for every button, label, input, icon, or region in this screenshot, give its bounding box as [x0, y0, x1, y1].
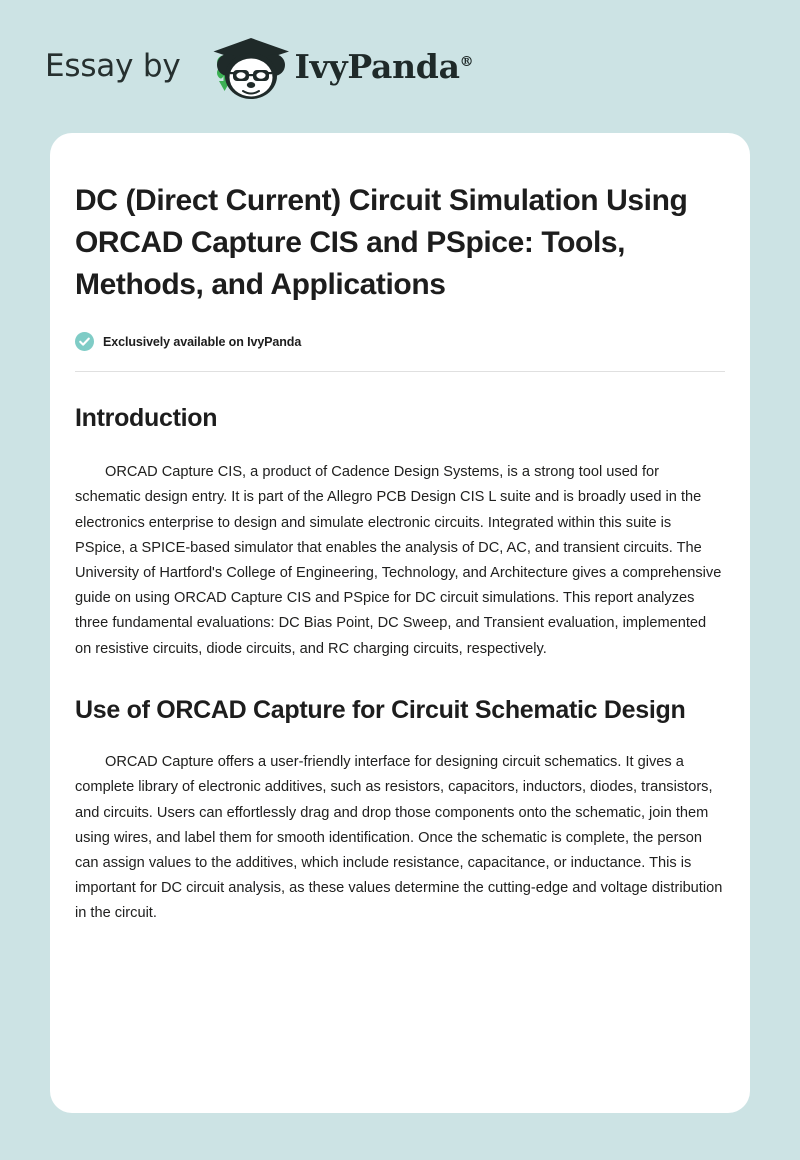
exclusive-availability-badge	[75, 332, 725, 351]
section-orcad-capture-schematic-design	[75, 692, 725, 927]
section-heading: Use of ORCAD Capture for Circuit Schematic Design	[75, 695, 686, 724]
registered-trademark-icon: ®	[459, 54, 474, 70]
wordmark-text: IvyPanda	[294, 47, 460, 86]
ivypanda-panda-logo-icon	[203, 33, 299, 101]
essay-by-label: Essay by	[45, 48, 181, 84]
ivypanda-logo-link[interactable]	[203, 33, 474, 101]
ivypanda-wordmark	[294, 47, 474, 86]
section-paragraph: ORCAD Capture CIS, a product of Cadence Design Systems, is a strong tool used for schematic design entry. It is part of the Allegro PCB Design CIS L suite and is broadly used in the electronics enterprise to design and simulate electronic circuits. Integrated within this suite is PSpice, a SPICE-based simulator that enables the analysis of DC, AC, and transient circuits. The University of Hartford's College of Engineering, Technology, and Architecture gives a comprehensive guide on using ORCAD Capture CIS and PSpice for DC circuit simulations. This report analyzes three fundamental evaluations: DC Bias Point, DC Sweep, and Transient evaluation, implemented on resistive circuits, diode circuits, and RC charging circuits, respectively.	[75, 464, 722, 657]
title-divider	[75, 371, 725, 372]
section-introduction	[75, 400, 725, 662]
section-paragraph: ORCAD Capture offers a user-friendly interface for designing circuit schematics. It gives a complete library of electronic additives, such as resistors, capacitors, inductors, diodes, transistors, and circuits. Users can effortlessly drag and drop those components onto the schematic, join them using wires, and label them for smooth identification. Once the schematic is complete, the person can assign values to the additives, which include resistance, capacitance, or inductance. This is important for DC circuit analysis, as these values determine the cutting-edge and voltage distribution in the circuit.	[75, 754, 723, 922]
brand-header	[0, 0, 800, 133]
document-content	[75, 180, 725, 927]
check-circle-icon	[75, 332, 94, 351]
document-card	[50, 133, 750, 1113]
page-title: DC (Direct Current) Circuit Simulation Using ORCAD Capture CIS and PSpice: Tools, Methods, and Applications	[75, 184, 688, 301]
section-heading: Introduction	[75, 404, 218, 432]
badge-label: Exclusively available on IvyPanda	[103, 334, 302, 349]
